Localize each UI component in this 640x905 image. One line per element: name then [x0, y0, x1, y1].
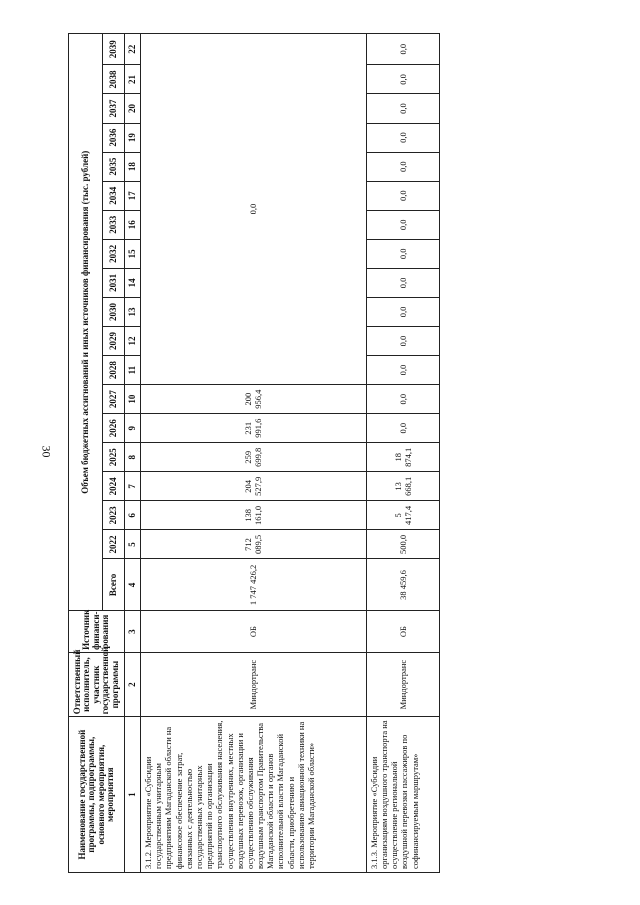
row-value: 0,0 — [366, 152, 439, 181]
row-value: 0,0 — [366, 297, 439, 326]
header-year: 2035 — [103, 152, 125, 181]
column-number: 7 — [125, 472, 141, 501]
row-value: 0,0 — [366, 239, 439, 268]
column-number: 18 — [125, 152, 141, 181]
row-name: 3.1.3. Мероприятие «Субсидии организациям воздушного транспорта на осуществление региональной воздушной перевозки пассажиров по софинансируемым маршрутам» — [366, 717, 439, 873]
header-year: 2023 — [103, 501, 125, 530]
header-year: 2038 — [103, 65, 125, 94]
row-value: 0,0 — [366, 326, 439, 355]
column-number: 4 — [125, 559, 141, 611]
row-total: 38 459,6 — [366, 559, 439, 611]
table-row — [141, 34, 367, 873]
column-number: 17 — [125, 181, 141, 210]
header-year: 2028 — [103, 356, 125, 385]
row-responsible: Миндортранс — [366, 652, 439, 716]
row-value: 259 699,8 — [141, 443, 367, 472]
column-number: 5 — [125, 530, 141, 559]
financing-table — [68, 33, 440, 873]
column-number: 10 — [125, 385, 141, 414]
header-source: Источник финанси-рования — [69, 611, 125, 653]
column-number: 9 — [125, 414, 141, 443]
column-number: 16 — [125, 210, 141, 239]
header-year: 2032 — [103, 239, 125, 268]
column-number: 21 — [125, 65, 141, 94]
column-number: 14 — [125, 268, 141, 297]
header-year: 2034 — [103, 181, 125, 210]
row-value: 0,0 — [366, 414, 439, 443]
column-number: 19 — [125, 123, 141, 152]
column-number: 15 — [125, 239, 141, 268]
row-value: 0,0 — [366, 268, 439, 297]
row-total: 1 747 426,2 — [141, 559, 367, 611]
column-number: 22 — [125, 34, 141, 65]
column-number: 20 — [125, 94, 141, 123]
header-year: 2029 — [103, 326, 125, 355]
header-year: 2033 — [103, 210, 125, 239]
header-year: 2024 — [103, 472, 125, 501]
header-responsible: Ответственный исполнитель, участник государственной программы — [69, 652, 125, 716]
header-year: 2022 — [103, 530, 125, 559]
header-name: Наименование государственной программы, подпрограммы, основного мероприятия, мероприятия — [69, 717, 125, 873]
row-name: 3.1.2. Мероприятие «Субсидии государственным унитарным предприятиям Магаданской области на финансовое обеспечение затрат, связанных с деятельностью государственных унитарных предприятий по организации транспортного обслуживания населения, осуществления внутренних, местных воздушных перевозок, организации и осуществлению обслуживания воздушным транспортом Правительства Магаданской области и органов исполнительной власти Магаданской области, приобретению и использованию авиационной техники на территории Магаданской области» — [141, 717, 367, 873]
header-volume: Объем бюджетных ассигнований и иных источников финансирования (тыс. рублей) — [69, 34, 103, 611]
row-value: 0,0 — [141, 34, 367, 385]
header-year: 2039 — [103, 34, 125, 65]
row-value: 200 956,4 — [141, 385, 367, 414]
column-number: 6 — [125, 501, 141, 530]
row-value: 0,0 — [366, 34, 439, 65]
column-number: 8 — [125, 443, 141, 472]
header-year: 2037 — [103, 94, 125, 123]
column-number: 2 — [125, 652, 141, 716]
row-value: 0,0 — [366, 210, 439, 239]
column-number: 1 — [125, 717, 141, 873]
row-value: 0,0 — [366, 181, 439, 210]
column-number: 11 — [125, 356, 141, 385]
row-source: ОБ — [366, 611, 439, 653]
row-value: 0,0 — [366, 94, 439, 123]
row-value: 138 161,0 — [141, 501, 367, 530]
row-value: 5 417,4 — [366, 501, 439, 530]
row-value: 712 089,5 — [141, 530, 367, 559]
header-total: Всего — [103, 559, 125, 611]
row-value: 231 991,6 — [141, 414, 367, 443]
column-number: 12 — [125, 326, 141, 355]
header-year: 2026 — [103, 414, 125, 443]
row-value: 204 527,9 — [141, 472, 367, 501]
rotated-table-container — [68, 33, 440, 873]
row-value: 0,0 — [366, 356, 439, 385]
row-value: 0,0 — [366, 65, 439, 94]
row-responsible: Миндортранс — [141, 652, 367, 716]
header-year: 2036 — [103, 123, 125, 152]
column-number: 3 — [125, 611, 141, 653]
column-number: 13 — [125, 297, 141, 326]
header-year: 2031 — [103, 268, 125, 297]
page-number: 30 — [39, 445, 54, 458]
row-value: 18 874,1 — [366, 443, 439, 472]
row-source: ОБ — [141, 611, 367, 653]
table-row — [366, 34, 439, 873]
header-year: 2027 — [103, 385, 125, 414]
row-value: 500,0 — [366, 530, 439, 559]
row-value: 0,0 — [366, 123, 439, 152]
header-year: 2025 — [103, 443, 125, 472]
row-value: 0,0 — [366, 385, 439, 414]
row-value: 13 668,1 — [366, 472, 439, 501]
header-year: 2030 — [103, 297, 125, 326]
